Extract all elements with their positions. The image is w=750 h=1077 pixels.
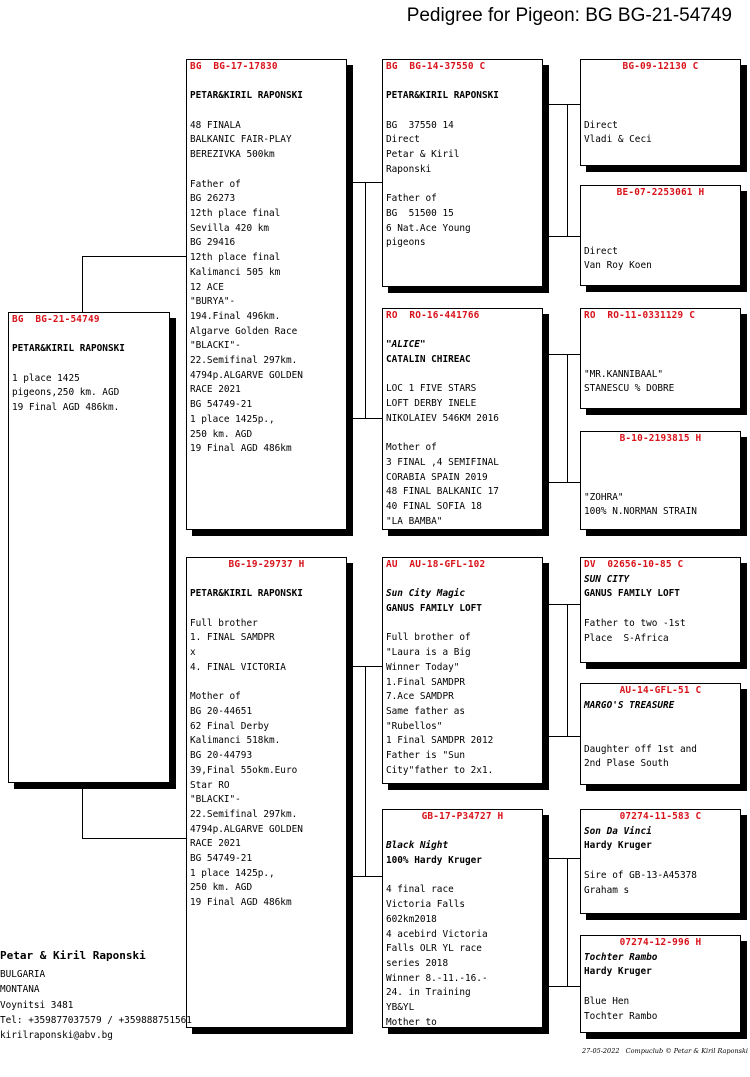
pedigree-card-dam-dam[interactable] bbox=[382, 809, 543, 1028]
note-line: Raponski bbox=[386, 163, 432, 175]
note-line: 22.Semifinal 297km. bbox=[190, 808, 298, 820]
note-line: 100% N.NORMAN STRAIN bbox=[584, 506, 697, 518]
note-line: 19 Final AGD 486km bbox=[190, 897, 292, 909]
ring-number: AU AU-18-GFL-102 bbox=[386, 559, 486, 570]
note-line: RACE 2021 bbox=[190, 838, 241, 850]
note-line: Falls OLR YL race bbox=[386, 943, 482, 955]
ring-number: BG-19-29737 H bbox=[228, 559, 305, 570]
owner-name: CATALIN CHIREAC bbox=[386, 354, 471, 366]
pedigree-card-dsd[interactable] bbox=[580, 683, 741, 785]
pedigree-card-sire[interactable] bbox=[186, 59, 347, 530]
note-line: 194.Final 496km. bbox=[190, 310, 281, 322]
pedigree-notes bbox=[190, 617, 343, 911]
pedigree-notes bbox=[584, 617, 737, 646]
note-line: 2nd Plase South bbox=[584, 758, 669, 770]
ring-number: B-10-2193815 H bbox=[619, 433, 702, 444]
note-line: "LA BAMBA" bbox=[386, 515, 443, 527]
note-line: CORABIA SPAIN 2019 bbox=[386, 471, 488, 483]
pedigree-card-ssd[interactable] bbox=[580, 185, 741, 286]
note-line: Father of bbox=[386, 193, 437, 205]
note-line: Victoria Falls bbox=[386, 899, 466, 911]
note-line: STANESCU % DOBRE bbox=[584, 383, 675, 395]
note-line: BG 20-44793 bbox=[190, 750, 253, 762]
pedigree-notes bbox=[584, 491, 737, 520]
pigeon-name: Black Night bbox=[386, 840, 449, 852]
connector bbox=[82, 256, 187, 257]
breeder-name: Petar & Kiril Raponski bbox=[0, 949, 146, 962]
note-line: 48 FINALA bbox=[190, 119, 241, 131]
pedigree-notes bbox=[584, 368, 737, 397]
connector bbox=[542, 482, 581, 483]
pigeon-name: SUN CITY bbox=[584, 573, 630, 585]
pedigree-card-dam[interactable] bbox=[186, 557, 347, 1028]
note-line: pigeons,250 km. AGD bbox=[12, 387, 120, 399]
connector bbox=[82, 838, 187, 839]
connector bbox=[542, 354, 581, 355]
owner-name: 100% Hardy Kruger bbox=[386, 855, 482, 867]
note-line bbox=[190, 676, 343, 691]
ring-number: BG BG-21-54749 bbox=[12, 314, 100, 325]
connector bbox=[365, 182, 366, 418]
breeder-country: BULGARIA bbox=[0, 969, 46, 981]
ring-number: GB-17-P34727 H bbox=[421, 811, 504, 822]
note-line: 4 final race bbox=[386, 884, 454, 896]
note-line: "BURYA"- bbox=[190, 296, 236, 308]
pedigree-card-sds[interactable] bbox=[580, 308, 741, 409]
page-title: Pedigree for Pigeon: BG BG-21-54749 bbox=[406, 5, 732, 26]
connector bbox=[542, 236, 581, 237]
note-line: BG 37550 14 bbox=[386, 119, 454, 131]
note-line: Direct bbox=[584, 245, 618, 257]
note-line: BG 29416 bbox=[190, 237, 236, 249]
note-line: 12 ACE bbox=[190, 281, 224, 293]
pedigree-notes bbox=[584, 245, 737, 274]
owner-name: PETAR&KIRIL RAPONSKI bbox=[190, 588, 303, 600]
note-line: BG 54749-21 bbox=[190, 853, 253, 865]
note-line: 1 Final SAMDPR 2012 bbox=[386, 735, 494, 747]
pigeon-name: Son Da Vinci bbox=[584, 825, 652, 837]
pedigree-card-sire-sire[interactable] bbox=[382, 59, 543, 287]
note-line: Star RO bbox=[190, 779, 230, 791]
note-line: 3 FINAL ,4 SEMIFINAL bbox=[386, 456, 499, 468]
note-line: Mother of bbox=[386, 442, 437, 454]
note-line: BG 20-44651 bbox=[190, 705, 253, 717]
pedigree-notes bbox=[584, 743, 737, 772]
pedigree-notes bbox=[584, 869, 737, 898]
note-line: Kalimanci 518km. bbox=[190, 735, 281, 747]
pedigree-notes bbox=[584, 119, 737, 148]
note-line: 250 km. AGD bbox=[190, 882, 253, 894]
pedigree-notes bbox=[386, 883, 539, 1028]
note-line: 7.Ace SAMDPR bbox=[386, 691, 454, 703]
ring-number: BG BG-14-37550 C bbox=[386, 61, 486, 72]
breeder-email[interactable]: kirilraponski@abv.bg bbox=[0, 1030, 113, 1042]
ring-number: BG-09-12130 C bbox=[622, 61, 699, 72]
note-line: Father is "Sun bbox=[386, 750, 466, 762]
note-line: Daughter off 1st and bbox=[584, 743, 697, 755]
note-line: 6 Nat.Ace Young bbox=[386, 222, 471, 234]
note-line: 19 Final AGD 486km bbox=[190, 443, 292, 455]
connector bbox=[567, 604, 568, 736]
pedigree-notes bbox=[190, 119, 343, 457]
note-line: 62 Final Derby bbox=[190, 720, 270, 732]
note-line: 12th place final bbox=[190, 252, 281, 264]
note-line: Sevilla 420 km bbox=[190, 222, 270, 234]
owner-name: PETAR&KIRIL RAPONSKI bbox=[386, 90, 499, 102]
note-line: Winner Today" bbox=[386, 661, 460, 673]
note-line: Mother to bbox=[386, 1016, 437, 1028]
note-line: 1 place 1425p., bbox=[190, 867, 275, 879]
pigeon-name: "ALICE" bbox=[386, 339, 426, 351]
note-line: 1.Final SAMDPR bbox=[386, 676, 466, 688]
connector bbox=[345, 418, 383, 419]
note-line: 12th place final bbox=[190, 207, 281, 219]
note-line: 48 FINAL BALKANIC 17 bbox=[386, 486, 499, 498]
note-line: LOFT DERBY INELE bbox=[386, 398, 477, 410]
pedigree-notes bbox=[584, 995, 737, 1024]
note-line: BG 54749-21 bbox=[190, 399, 253, 411]
note-line: Full brother bbox=[190, 617, 258, 629]
note-line: 4794p.ALGARVE GOLDEN bbox=[190, 823, 303, 835]
pedigree-card-dss[interactable] bbox=[580, 557, 741, 663]
note-line: 24. in Training bbox=[386, 987, 471, 999]
note-line: 1. FINAL SAMDPR bbox=[190, 632, 275, 644]
owner-name: GANUS FAMILY LOFT bbox=[584, 588, 680, 600]
owner-name: Hardy Kruger bbox=[584, 840, 652, 852]
pedigree-notes bbox=[386, 382, 539, 529]
note-line: Father of bbox=[190, 178, 241, 190]
breeder-region: MONTANA bbox=[0, 984, 40, 996]
owner-name: PETAR&KIRIL RAPONSKI bbox=[190, 90, 303, 102]
note-line: Father to two -1st bbox=[584, 617, 686, 629]
note-line bbox=[386, 427, 539, 442]
pedigree-card-sire-dam[interactable] bbox=[382, 308, 543, 530]
ring-number: AU-14-GFL-51 C bbox=[619, 685, 702, 696]
note-line: Sire of GB-13-A45378 bbox=[584, 869, 697, 881]
owner-name: PETAR&KIRIL RAPONSKI bbox=[12, 343, 125, 355]
note-line: 250 km. AGD bbox=[190, 428, 253, 440]
note-line: Winner 8.-11.-16.- bbox=[386, 972, 488, 984]
note-line bbox=[386, 178, 539, 193]
note-line: Same father as bbox=[386, 706, 466, 717]
note-line: pigeons bbox=[386, 237, 426, 249]
breeder-phone: Tel: +359877037579 / +359888751561 bbox=[0, 1014, 192, 1026]
pedigree-card-sss[interactable] bbox=[580, 59, 741, 166]
connector bbox=[542, 986, 581, 987]
pedigree-card-dds[interactable] bbox=[580, 809, 741, 914]
note-line: City"father to 2x1. bbox=[386, 764, 494, 776]
note-line: 1 place 1425p., bbox=[190, 413, 275, 425]
note-line: 4794p.ALGARVE GOLDEN bbox=[190, 369, 303, 381]
note-line: 39,Final 55okm.Euro bbox=[190, 764, 298, 776]
note-line: Algarve Golden Race bbox=[190, 325, 298, 337]
breeder-contact bbox=[0, 948, 192, 1043]
note-line: "MR.KANNIBAAL" bbox=[584, 368, 664, 380]
note-line: Full brother of bbox=[386, 632, 471, 644]
ring-number: RO RO-11-0331129 C bbox=[584, 310, 696, 321]
note-line: NIKOLAIEV 546KM 2016 bbox=[386, 412, 499, 424]
pedigree-notes bbox=[386, 631, 539, 778]
pedigree-card-ddd[interactable] bbox=[580, 935, 741, 1033]
connector bbox=[542, 736, 581, 737]
note-line: BG 51500 15 bbox=[386, 207, 454, 219]
note-line: Blue Hen bbox=[584, 995, 630, 1007]
note-line: Mother of bbox=[190, 691, 241, 703]
note-line bbox=[190, 163, 343, 178]
connector bbox=[345, 876, 383, 877]
note-line: series 2018 bbox=[386, 958, 449, 969]
note-line: "Laura is a Big bbox=[386, 647, 471, 659]
note-line: BALKANIC FAIR-PLAY bbox=[190, 134, 292, 146]
connector bbox=[567, 104, 568, 236]
note-line: LOC 1 FIVE STARS bbox=[386, 383, 477, 395]
note-line: 4 acebird Victoria bbox=[386, 928, 488, 940]
connector bbox=[542, 858, 581, 859]
note-line: "BLACKI"- bbox=[190, 794, 241, 806]
connector bbox=[345, 182, 383, 183]
note-line: 40 FINAL SOFIA 18 bbox=[386, 501, 482, 513]
note-line: Van Roy Koen bbox=[584, 260, 652, 272]
note-line: "Rubellos" bbox=[386, 720, 443, 732]
connector bbox=[542, 104, 581, 105]
pigeon-name: MARGO'S TREASURE bbox=[584, 699, 675, 711]
note-line: Graham s bbox=[584, 884, 630, 896]
note-line: Direct bbox=[386, 134, 420, 146]
note-line: YB&YL bbox=[386, 1002, 415, 1014]
ring-number: BG BG-17-17830 bbox=[190, 61, 278, 72]
ring-number: RO RO-16-441766 bbox=[386, 310, 480, 321]
owner-name: Hardy Kruger bbox=[584, 966, 652, 978]
ring-number: 07274-12-996 H bbox=[619, 937, 702, 948]
connector bbox=[345, 666, 383, 667]
ring-number: 07274-11-583 C bbox=[619, 811, 702, 822]
note-line: 4. FINAL VICTORIA bbox=[190, 661, 286, 673]
owner-name: GANUS FAMILY LOFT bbox=[386, 603, 482, 615]
note-line: Tochter Rambo bbox=[584, 1010, 658, 1022]
note-line: Kalimanci 505 km bbox=[190, 266, 281, 278]
note-line: "BLACKI"- bbox=[190, 340, 241, 352]
pedigree-card-subject[interactable] bbox=[8, 312, 170, 783]
note-line: Vladi & Ceci bbox=[584, 134, 652, 146]
note-line: BEREZIVKA 500km bbox=[190, 149, 275, 161]
pedigree-notes bbox=[12, 372, 166, 416]
pigeon-name: Tochter Rambo bbox=[584, 951, 658, 963]
pedigree-notes bbox=[386, 119, 539, 251]
note-line: 22.Semifinal 297km. bbox=[190, 355, 298, 367]
breeder-address: Voynitsi 3481 bbox=[0, 999, 74, 1011]
note-line: Place S-Africa bbox=[584, 632, 669, 644]
connector bbox=[542, 604, 581, 605]
note-line: RACE 2021 bbox=[190, 384, 241, 396]
ring-number: DV 02656-10-85 C bbox=[584, 559, 684, 570]
note-line: x bbox=[190, 647, 196, 659]
connector bbox=[567, 354, 568, 482]
note-line: 19 Final AGD 486km. bbox=[12, 402, 120, 414]
note-line: BG 26273 bbox=[190, 193, 236, 205]
footer-credit: 27-05-2022 Compuclub © Petar & Kiril Raponski bbox=[581, 1047, 748, 1055]
ring-number: BE-07-2253061 H bbox=[616, 187, 705, 198]
connector bbox=[365, 666, 366, 876]
pedigree-card-dam-sire[interactable] bbox=[382, 557, 543, 784]
connector bbox=[567, 858, 568, 986]
pigeon-name: Sun City Magic bbox=[386, 588, 466, 600]
pedigree-card-sdd[interactable] bbox=[580, 431, 741, 530]
note-line: 1 place 1425 bbox=[12, 372, 80, 384]
note-line: 602km2018 bbox=[386, 913, 437, 925]
note-line: "ZOHRA" bbox=[584, 491, 624, 503]
note-line: Petar & Kiril bbox=[386, 149, 460, 161]
note-line: Direct bbox=[584, 119, 618, 131]
